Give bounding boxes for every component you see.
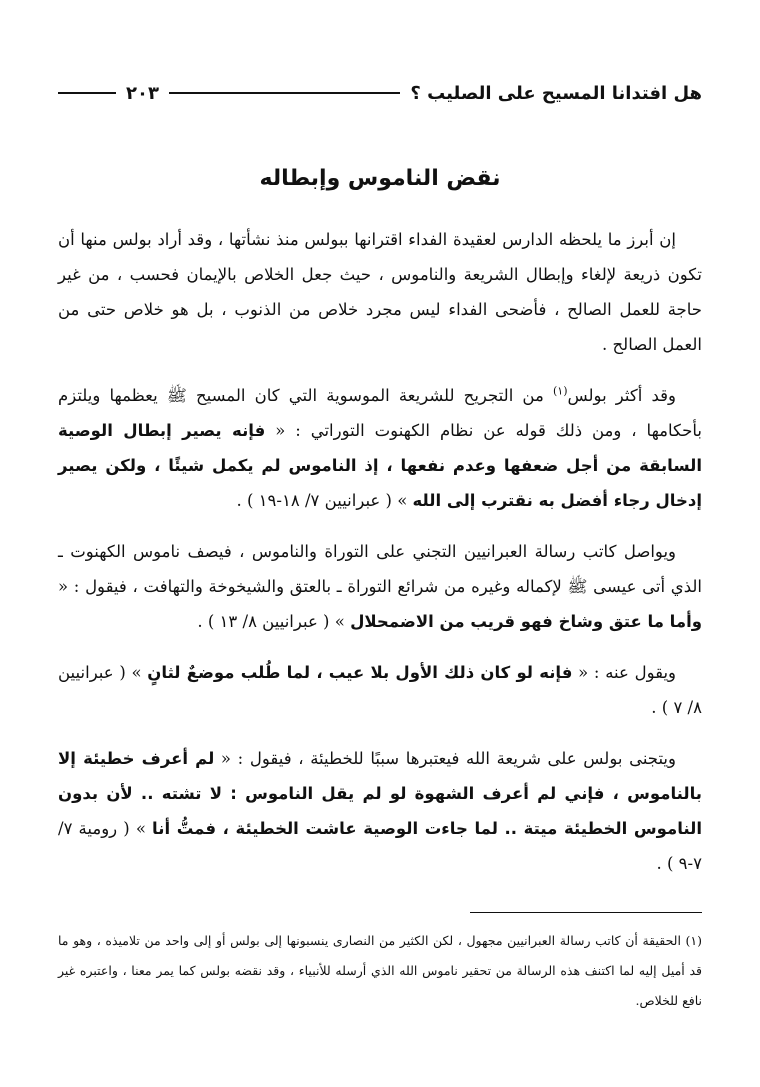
paragraph-4-citation: » ( عبرانيين ٨/ ٧ ) . bbox=[58, 663, 702, 717]
section-title: نقض الناموس وإبطاله bbox=[259, 166, 501, 191]
footnote-rule bbox=[470, 912, 702, 913]
paragraph-2-text-a: وقد أكثر بولس bbox=[567, 386, 676, 405]
footnote-marker[interactable]: (١) bbox=[552, 384, 568, 398]
header-title: هل افتدانا المسيح على الصليب ؟ bbox=[410, 82, 702, 104]
paragraph-5-quote: لم أعرف خطيئة إلا بالناموس ، فإني لم أعرف الشهوة لو لم يقل الناموس : لا تشته .. لأن بدون الناموس الخطيئة ميتة .. لما جاءت الوصية عاشت الخطيئة ، فمتُّ أنا bbox=[58, 749, 702, 838]
paragraph-5-citation: » ( رومية ٧/ ٧-٩ ) . bbox=[58, 819, 702, 873]
header-rule-tail bbox=[58, 92, 116, 94]
paragraph-5 bbox=[58, 741, 702, 881]
paragraph-2 bbox=[58, 378, 702, 518]
paragraph-2-quote: فإنه يصير إبطال الوصية السابقة من أجل ضعفها وعدم نفعها ، إذ الناموس لم يكمل شيئًا ، ولكن يصير إدخال رجاء أفضل به نقترب إلى الله bbox=[58, 421, 702, 510]
paragraph-4 bbox=[58, 655, 702, 725]
paragraph-3 bbox=[58, 534, 702, 639]
footnote: (١) الحقيقة أن كاتب رسالة العبرانيين مجهول ، لكن الكثير من النصارى ينسبونها إلى بولس أو إلى واحد من تلاميذه ، وهو ما قد أميل إليه لما اكتنف هذه الرسالة من تحقير ناموس الله الذي أرسله للأنبياء ، وقد نقضه بولس كما يمر معنا ، واعتبره غير نافع للخلاص. bbox=[58, 933, 702, 1008]
paragraph-3-quote: وأما ما عتق وشاخ فهو قريب من الاضمحلال bbox=[350, 612, 702, 631]
paragraph-2-citation: » ( عبرانيين ٧/ ١٨-١٩ ) . bbox=[236, 491, 413, 510]
header-rule bbox=[169, 92, 400, 94]
paragraph-1: إن أبرز ما يلحظه الدارس لعقيدة الفداء اقترانها ببولس منذ نشأتها ، وقد أراد بولس منها أن تكون ذريعة لإلغاء وإبطال الشريعة والناموس ، حيث جعل الخلاص بالإيمان فحسب ، من غير حاجة للعمل الصالح ، فأضحى الفداء ليس مجرد خلاص من الذنوب ، بل هو خلاص حتى من العمل الصالح . bbox=[58, 230, 702, 354]
running-header bbox=[58, 78, 702, 108]
paragraph-5-text: ويتجنى بولس على شريعة الله فيعتبرها سببًا للخطيئة ، فيقول : « bbox=[214, 749, 676, 768]
paragraph-2-text-b: من التجريح للشريعة الموسوية التي كان المسيح ﷺ يعظمها ويلتزم بأحكامها ، ومن ذلك قوله عن نظام الكهنوت التوراتي : « bbox=[58, 386, 702, 440]
paragraph-3-citation: » ( عبرانيين ٨/ ١٣ ) . bbox=[197, 612, 351, 631]
paragraph-3-text: ويواصل كاتب رسالة العبرانيين التجني على التوراة والناموس ، فيصف ناموس الكهنوت ـ الذي أتى عيسى ﷺ لإكماله وغيره من شرائع التوراة ـ بالعتق والشيخوخة والتهافت ، فيقول : « bbox=[58, 542, 702, 596]
paragraph-4-quote: فإنه لو كان ذلك الأول بلا عيب ، لما طُلب موضعٌ لثانٍ bbox=[147, 663, 573, 682]
body-text bbox=[58, 222, 702, 897]
paragraph-4-text: ويقول عنه : « bbox=[572, 663, 677, 682]
page-number: ٢٠٣ bbox=[126, 82, 159, 104]
